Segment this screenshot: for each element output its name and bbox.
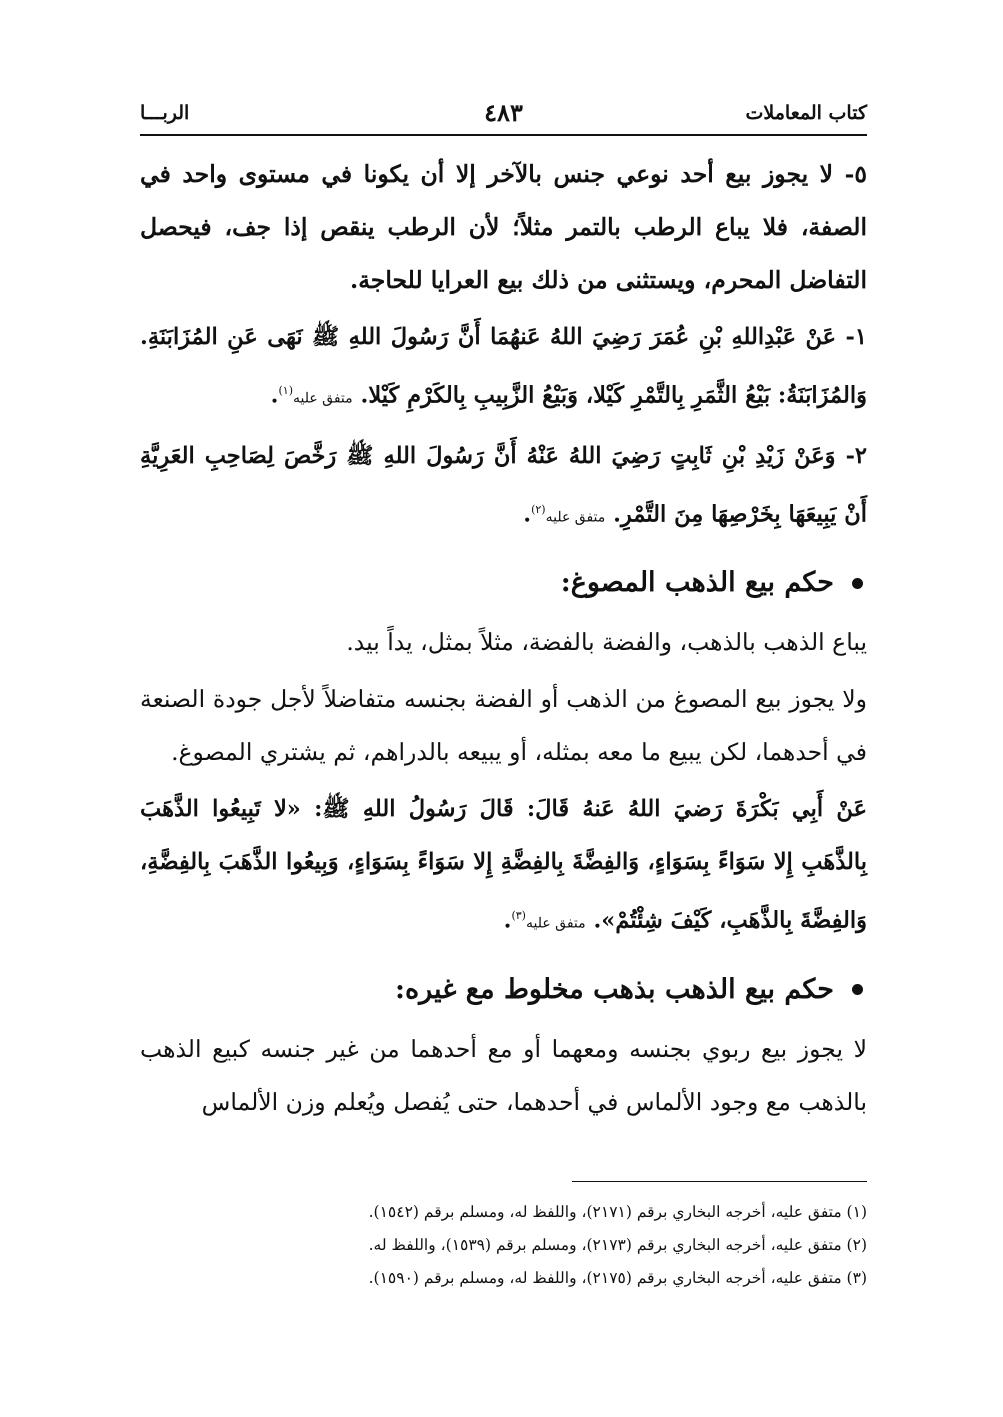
footnote-rule (572, 1181, 867, 1182)
hadith-3-text: عَنْ أَبِي بَكْرَةَ رَضيَ اللهُ عَنهُ قَالَ: قَالَ رَسُولُ اللهِ ﷺ: «لا تَبِيعُوا الذَّهَبَ بِالذَّهَبِ إِلا سَوَاءً بِسَوَاءٍ، وَالفِضَّةَ بِالفِضَّةِ إِلا سَوَاءً بِسَوَاءٍ، وَبِيعُوا الذَّهَبَ بِالفِضَّةِ، وَالفِضَّةَ بِالذَّهَبِ، كَيْفَ شِئْتُمْ». (140, 796, 867, 934)
paragraph: ولا يجوز بيع المصوغ من الذهب أو الفضة بجنسه متفاضلاً لأجل جودة الصنعة في أحدهما، لكن يبيع ما معه بمثله، أو يبيعه بالدراهم، ثم يشتري المصوغ. (140, 685, 867, 766)
book-title: كتاب المعاملات (745, 102, 867, 124)
hadith-2-text: ٢- وَعَنْ زَيْدِ بْنِ ثَابِتٍ رَضِيَ اللهُ عَنْهُ أَنَّ رَسُولَ اللهِ ﷺ رَخَّصَ لِصَاحِبِ العَرِيَّةِ أَنْ يَبِيعَهَا بِخَرْصِهَا مِنَ التَّمْرِ. (140, 442, 867, 527)
footnote-ref-2: (٢) (531, 502, 546, 516)
footnote-1: (١) متفق عليه، أخرجه البخاري برقم (٢١٧١)، واللفظ له، ومسلم برقم (١٥٤٢). (368, 1203, 867, 1221)
footnote-ref-1: (١) (278, 384, 293, 397)
paragraph: لا يجوز بيع ربوي بجنسه ومعهما أو مع أحدهما من غير جنسه كبيع الذهب بالذهب مع وجود الألماس في أحدهما، حتى يُفصل ويُعلم وزن الألماس (140, 1034, 867, 1116)
hadith-1-text: ١- عَنْ عَبْدِاللهِ بْنِ عُمَرَ رَضِيَ اللهُ عَنهُمَا أَنَّ رَسُولَ اللهِ ﷺ نَهَى عَنِ المُزَابَنَةِ. وَالمُزَابَنَةُ: بَيْعُ الثَّمَرِ بِالتَّمْرِ كَيْلا، وَبَيْعُ الزَّبِيبِ بِالكَرْمِ كَيْلا. (140, 324, 867, 409)
hadith-1-source: متفق عليه (292, 390, 353, 407)
section-heading-gold-crafted (140, 554, 867, 612)
footnote-3: (٣) متفق عليه، أخرجه البخاري برقم (٢١٧٥)، واللفظ له، ومسلم برقم (١٥٩٠). (368, 1269, 867, 1287)
footnotes (140, 1196, 867, 1295)
hadith-3: عَنْ أَبِي بَكْرَةَ رَضيَ اللهُ عَنهُ قَالَ: قَالَ رَسُولُ اللهِ ﷺ: «لا تَبِيعُوا الذَّهَبَ بِالذَّهَبِ إِلا سَوَاءً بِسَوَاءٍ، وَالفِضَّةَ بِالفِضَّةِ إِلا سَوَاءً بِسَوَاءٍ، وَبِيعُوا الذَّهَبَ بِالفِضَّةِ، وَالفِضَّةَ بِالذَّهَبِ، كَيْفَ شِئْتُمْ». متفق عليه$^{(٣)}$. (140, 796, 867, 934)
paragraph: يباع الذهب بالذهب، والفضة بالفضة، مثلاً بمثل، يداً بيد. (346, 628, 867, 656)
bullet-icon (852, 984, 863, 995)
page-number: ٤٨٣ (484, 98, 523, 127)
section-heading-text: حكم بيع الذهب المصوغ: (560, 567, 834, 598)
footnote-2: (٢) متفق عليه، أخرجه البخاري برقم (٢١٧٣)، ومسلم برقم (١٥٣٩)، واللفظ له. (368, 1236, 867, 1254)
hadith-2: ٢- وَعَنْ زَيْدِ بْنِ ثَابِتٍ رَضِيَ اللهُ عَنْهُ أَنَّ رَسُولَ اللهِ ﷺ رَخَّصَ لِصَاحِبِ العَرِيَّةِ أَنْ يَبِيعَهَا بِخَرْصِهَا مِنَ التَّمْرِ. متفق عليه$^{(٢)}$. (140, 442, 867, 527)
main-content (140, 148, 867, 1129)
hadith-3-source: متفق عليه (525, 915, 586, 932)
bullet-icon (852, 578, 863, 589)
chapter-title: الربـــا (140, 102, 190, 124)
section-heading-text: حكم بيع الذهب بذهب مخلوط مع غيره: (395, 973, 834, 1005)
header-rule (140, 134, 867, 136)
rule-item-5: ٥- لا يجوز بيع أحد نوعي جنس بالآخر إلا أن يكونا في مستوى واحد في الصفة، فلا يباع الرطب بالتمر مثلاً؛ لأن الرطب ينقص إذا جف، فيحصل التفاضل المحرم، ويستثنى من ذلك بيع العرايا للحاجة. (140, 160, 867, 294)
running-header (140, 98, 867, 130)
section-heading-gold-mixed (140, 961, 867, 1019)
hadith-2-source: متفق عليه (545, 509, 606, 525)
book-page (140, 96, 867, 1316)
hadith-1: ١- عَنْ عَبْدِاللهِ بْنِ عُمَرَ رَضِيَ اللهُ عَنهُمَا أَنَّ رَسُولَ اللهِ ﷺ نَهَى عَنِ المُزَابَنَةِ. وَالمُزَابَنَةُ: بَيْعُ الثَّمَرِ بِالتَّمْرِ كَيْلا، وَبَيْعُ الزَّبِيبِ بِالكَرْمِ كَيْلا. متفق عليه$^{(١)}$. (140, 324, 867, 409)
footnote-ref-3: (٣) (511, 909, 526, 922)
